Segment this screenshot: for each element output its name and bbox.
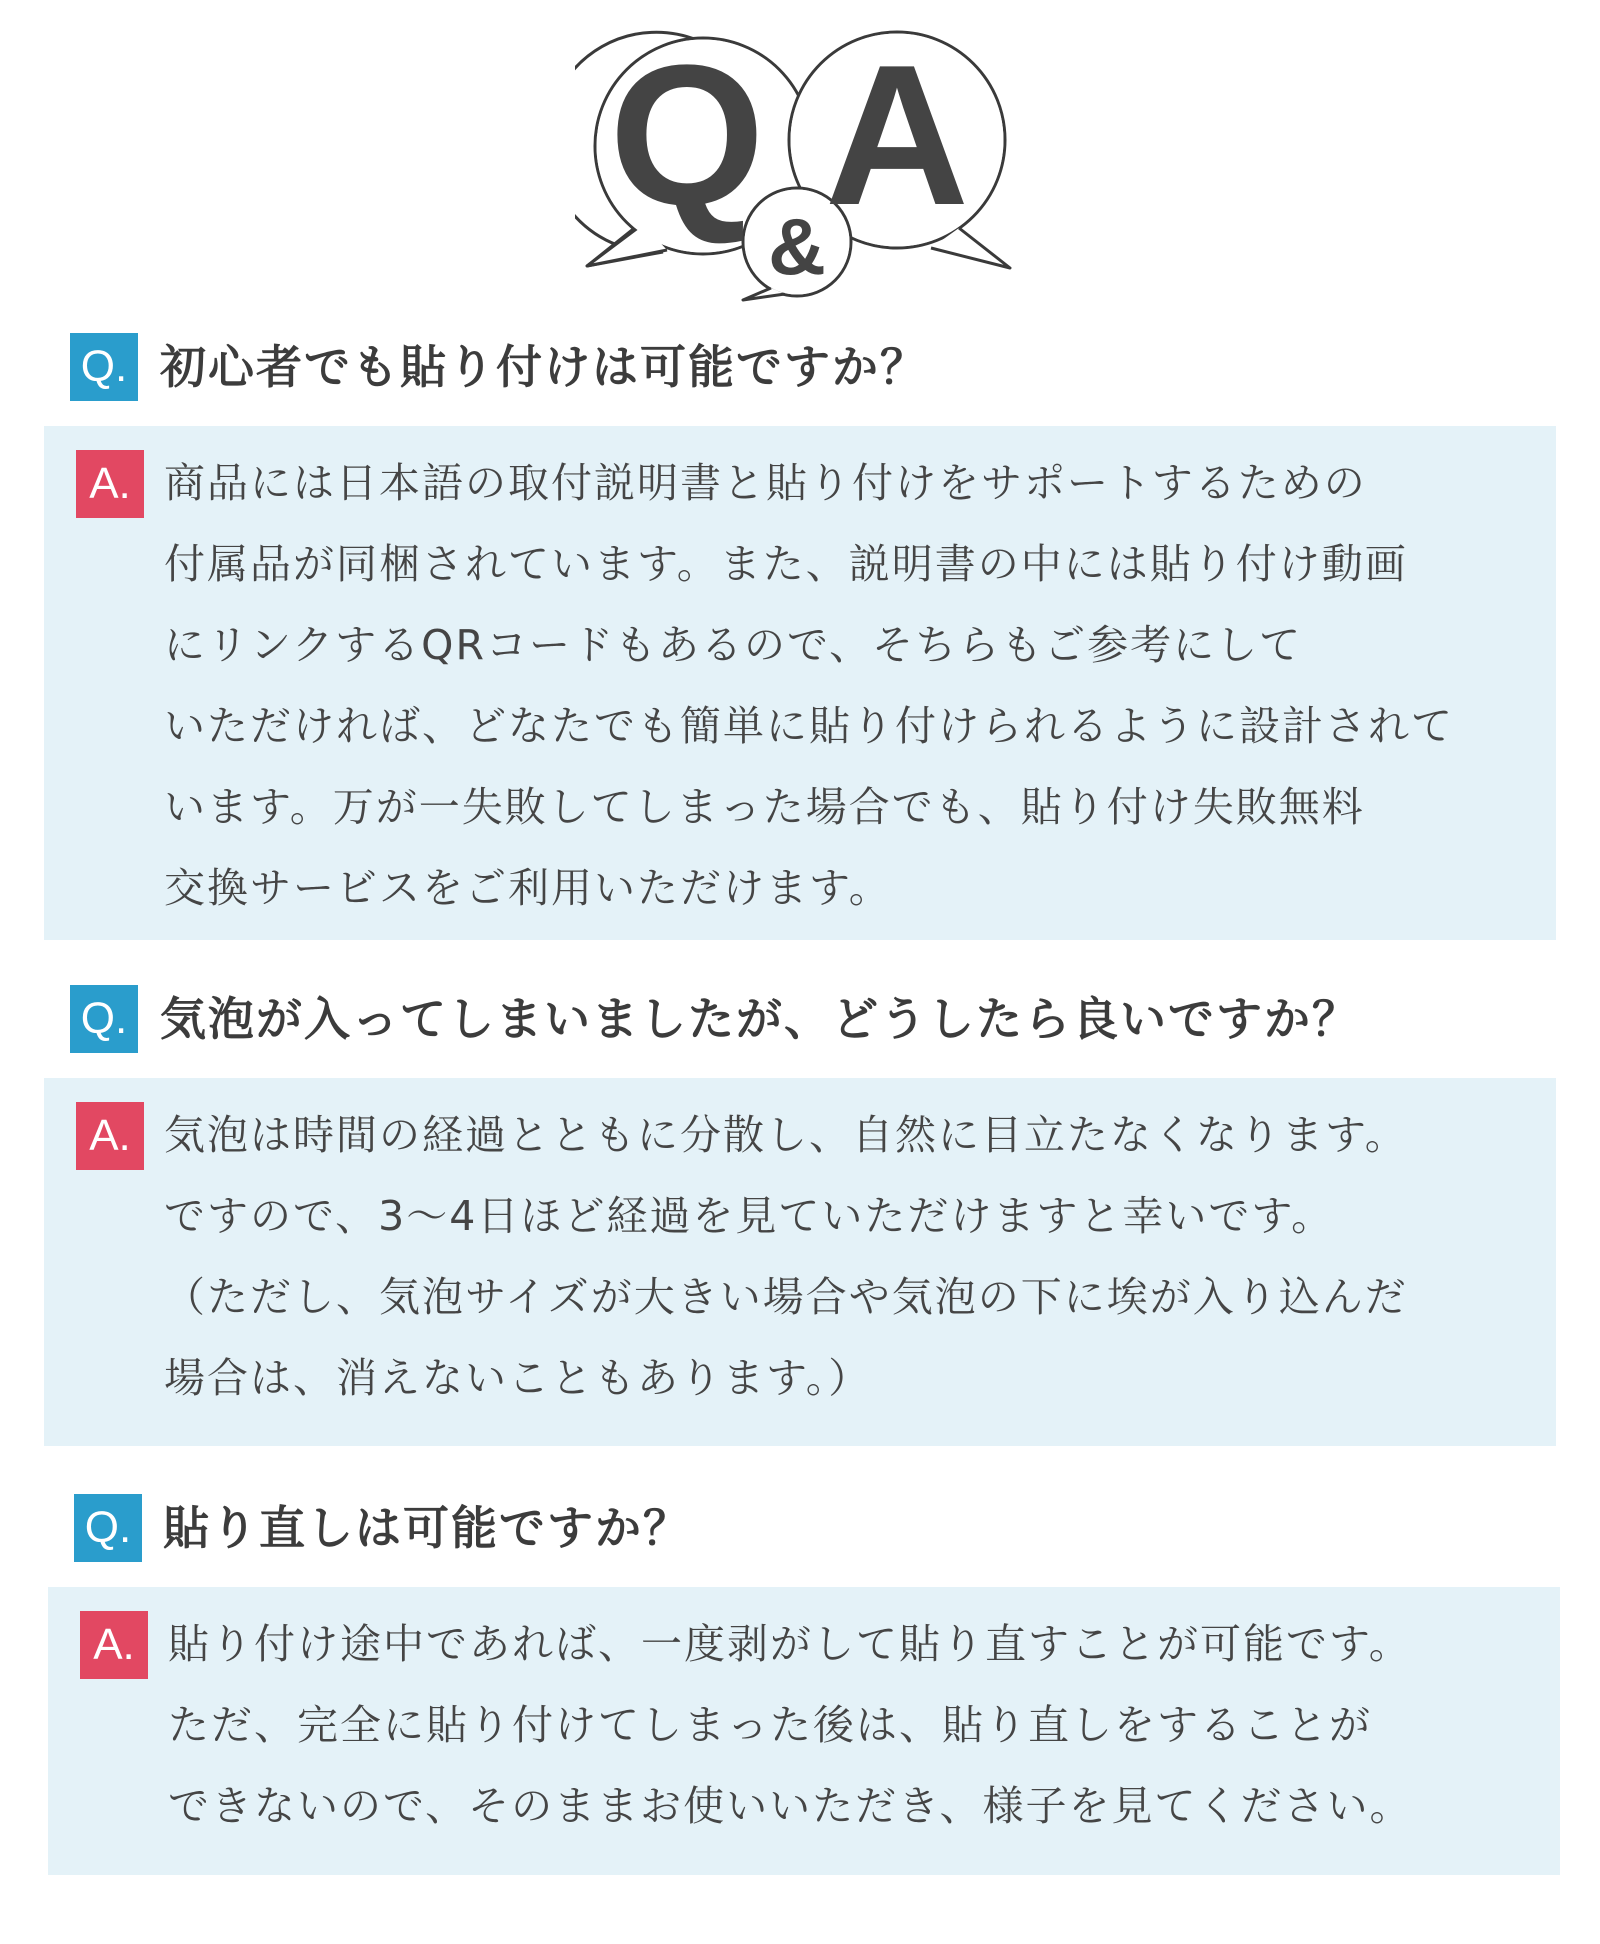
question-badge: Q. — [70, 985, 138, 1053]
answer-box — [48, 1587, 1560, 1875]
logo-a-letter: A — [824, 28, 970, 247]
answer-line: 貼り付け途中であれば、一度剥がして貼り直すことが可能です。 — [168, 1620, 1412, 1668]
answer-line: （ただし、気泡サイズが大きい場合や気泡の下に埃が入り込んだ — [164, 1273, 1408, 1321]
answer-line: いただければ、どなたでも簡単に貼り付けられるように設計されて — [164, 702, 1454, 750]
logo-ampersand: & — [768, 202, 826, 291]
question-text: 気泡が入ってしまいましたが、どうしたら良いですか？ — [160, 992, 1360, 1046]
answer-line: 場合は、消えないこともあります。） — [164, 1354, 872, 1402]
speech-bubbles-icon — [575, 28, 1025, 310]
faq-item-1 — [0, 333, 1600, 912]
answer-badge: A. — [80, 1611, 148, 1679]
question-badge: Q. — [70, 333, 138, 401]
answer-line: できないので、そのままお使いいただき、様子を見てください。 — [168, 1782, 1413, 1830]
answer-box — [44, 426, 1556, 940]
question-row — [0, 985, 1600, 1051]
answer-line: にリンクするQRコードもあるので、そちらもご参考にして — [164, 621, 1303, 669]
answer-badge: A. — [76, 1102, 144, 1170]
logo-q-letter: Q — [609, 28, 765, 247]
answer-line: います。万が一失敗してしまった場合でも、貼り付け失敗無料 — [164, 783, 1365, 831]
answer-text — [168, 1604, 1413, 1847]
question-text: 貼り直しは可能ですか？ — [163, 1501, 691, 1555]
answer-line: 気泡は時間の経過とともに分散し、自然に目立たなくなります。 — [164, 1111, 1408, 1159]
answer-line: 交換サービスをご利用いただけます。 — [164, 864, 892, 912]
question-text: 初心者でも貼り付けは可能ですか？ — [160, 340, 928, 394]
answer-line: 付属品が同梱されています。また、説明書の中には貼り付け動画 — [164, 540, 1408, 588]
answer-text — [164, 1095, 1408, 1419]
qa-logo — [575, 28, 1025, 310]
faq-item-3 — [0, 1494, 1600, 1830]
answer-box — [44, 1078, 1556, 1446]
answer-badge: A. — [76, 450, 144, 518]
question-badge: Q. — [74, 1494, 142, 1562]
faq-item-2 — [0, 985, 1600, 1402]
question-row — [0, 1494, 1600, 1560]
answer-text — [164, 443, 1454, 929]
answer-line: 商品には日本語の取付説明書と貼り付けをサポートするための — [164, 459, 1367, 507]
answer-line: ただ、完全に貼り付けてしまった後は、貼り直しをすることが — [168, 1701, 1372, 1749]
question-row — [0, 333, 1600, 399]
answer-line: ですので、3〜4日ほど経過を見ていただけますと幸いです。 — [164, 1192, 1335, 1240]
